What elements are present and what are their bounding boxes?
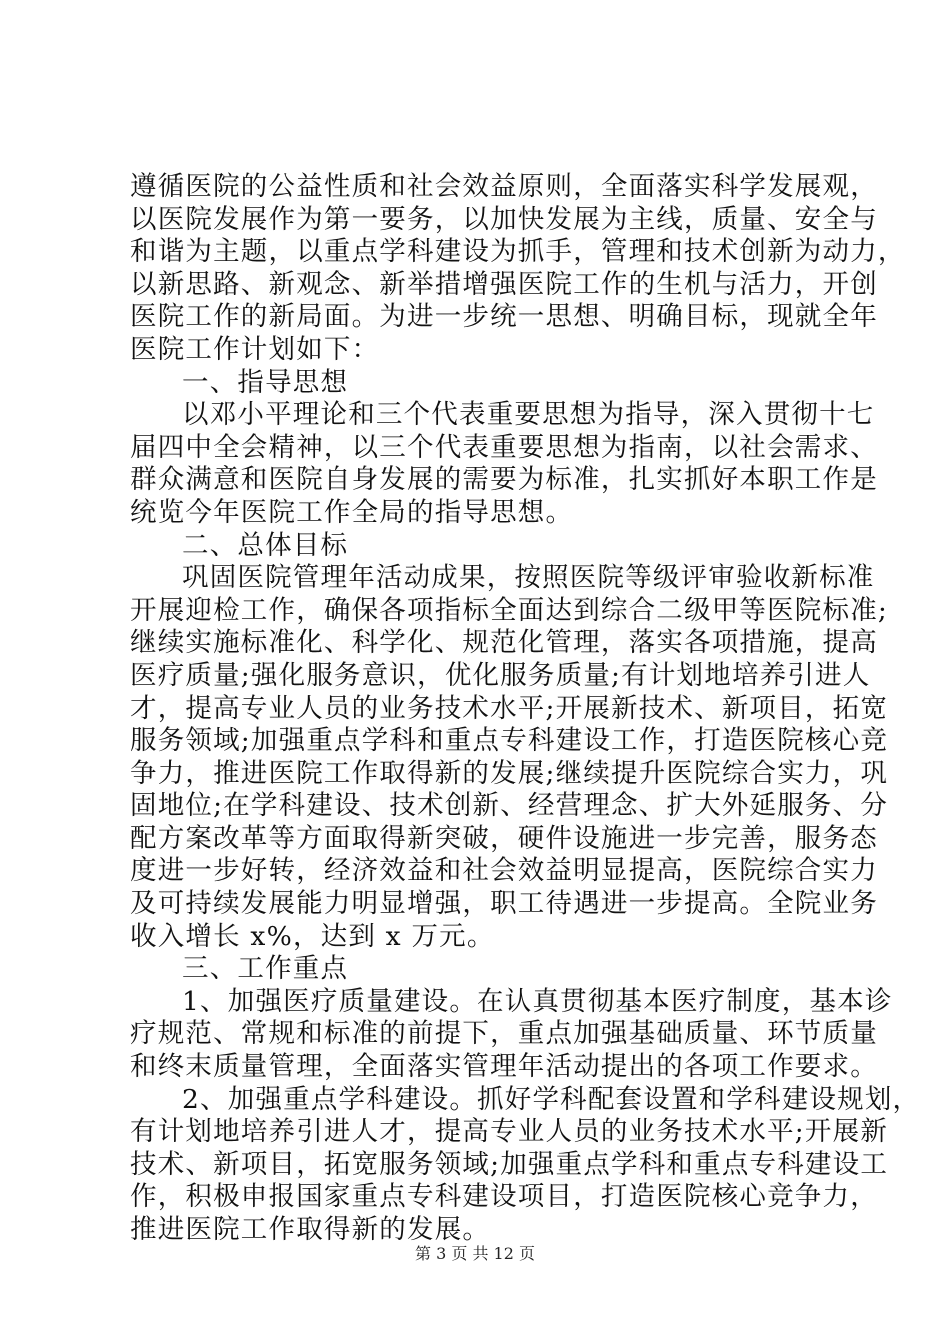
text-line: 开展迎检工作，确保各项指标全面达到综合二级甲等医院标准; — [130, 594, 889, 626]
text-line: 继续实施标准化、科学化、规范化管理，落实各项措施，提高 — [130, 627, 878, 659]
paragraph-first-line: 1、加强医疗质量建设。在认真贯彻基本医疗制度，基本诊 — [182, 985, 893, 1017]
text-line: 度进一步好转，经济效益和社会效益明显提高，医院综合实力 — [130, 855, 878, 887]
text-line: 以医院发展作为第一要务，以加快发展为主线，质量、安全与 — [130, 203, 878, 235]
text-line: 推进医院工作取得新的发展。 — [130, 1214, 491, 1245]
document-body — [130, 171, 921, 1247]
text-line: 技术、新项目，拓宽服务领域;加强重点学科和重点专科建设工 — [130, 1148, 889, 1180]
text-line: 统览今年医院工作全局的指导思想。 — [130, 496, 574, 528]
text-line: 以新思路、新观念、新举措增强医院工作的生机与活力，开创 — [130, 268, 878, 300]
text-line: 及可持续发展能力明显增强，职工待遇进一步提高。全院业务 — [130, 888, 878, 920]
text-line: 配方案改革等方面取得新突破，硬件设施进一步完善，服务态 — [130, 822, 878, 854]
text-line: 群众满意和医院自身发展的需要为标准，扎实抓好本职工作是 — [130, 464, 878, 496]
paragraph-first-line: 巩固医院管理年活动成果，按照医院等级评审验收新标准 — [182, 562, 875, 594]
text-line: 争力，推进医院工作取得新的发展;继续提升医院综合实力，巩 — [130, 757, 889, 789]
text-line: 医疗质量;强化服务意识，优化服务质量;有计划地培养引进人 — [130, 659, 871, 691]
text-line: 才，提高专业人员的业务技术水平;开展新技术、新项目，拓宽 — [130, 692, 889, 724]
section-heading: 二、总体目标 — [182, 529, 349, 561]
text-line: 和谐为主题，以重点学科建设为抓手，管理和技术创新为动力， — [130, 236, 906, 268]
text-line: 届四中全会精神，以三个代表重要思想为指南，以社会需求、 — [130, 431, 878, 463]
paragraph-first-line: 2、加强重点学科建设。抓好学科配套设置和学科建设规划， — [182, 1083, 921, 1115]
text-line: 和终末质量管理，全面落实管理年活动提出的各项工作要求。 — [130, 1051, 878, 1083]
text-line: 有计划地培养引进人才，提高专业人员的业务技术水平;开展新 — [130, 1116, 889, 1148]
text-line: 作，积极申报国家重点专科建设项目，打造医院核心竞争力， — [130, 1181, 878, 1213]
text-line: 固地位;在学科建设、技术创新、经营理念、扩大外延服务、分 — [130, 790, 889, 822]
section-heading: 三、工作重点 — [182, 953, 349, 985]
text-line: 医院工作计划如下： — [130, 333, 380, 365]
text-line: 遵循医院的公益性质和社会效益原则，全面落实科学发展观， — [130, 171, 878, 202]
text-line: 服务领域;加强重点学科和重点专科建设工作，打造医院核心竞 — [130, 725, 889, 757]
section-heading: 一、指导思想 — [182, 366, 349, 398]
text-line: 医院工作的新局面。为进一步统一思想、明确目标，现就全年 — [130, 301, 878, 333]
text-line: 收入增长 x%，达到 x 万元。 — [130, 920, 495, 952]
paragraph-first-line: 以邓小平理论和三个代表重要思想为指导，深入贯彻十七 — [182, 399, 875, 431]
page-number-footer: 第 3 页 共 12 页 — [415, 1244, 535, 1263]
text-line: 疗规范、常规和标准的前提下，重点加强基础质量、环节质量 — [130, 1018, 878, 1050]
